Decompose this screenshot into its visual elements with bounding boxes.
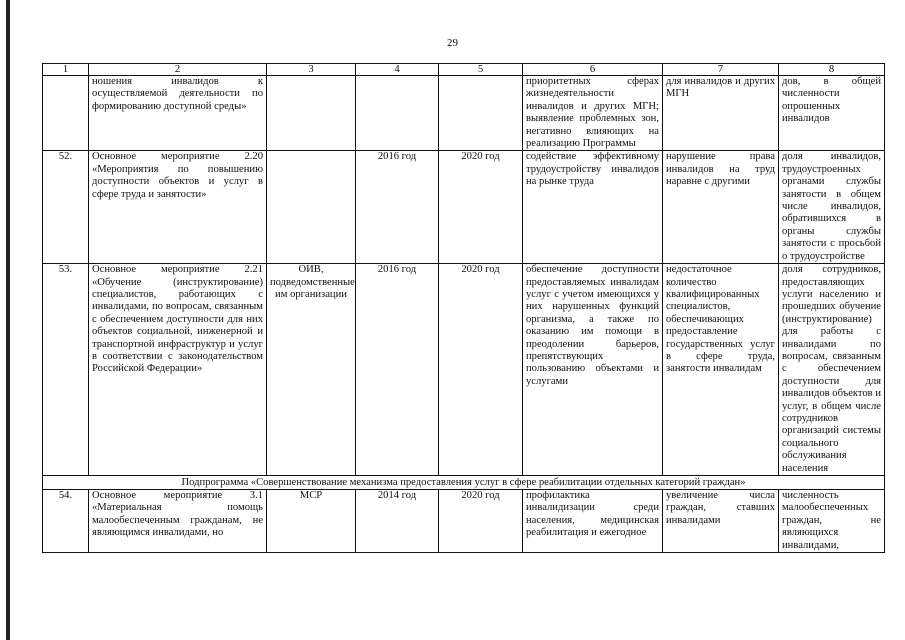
subprogram-row xyxy=(43,476,885,490)
column-header: 3 xyxy=(267,64,356,76)
consequences: недостаточное количество квалифицированных специалистов, обеспечивающих предоставление государственных услуг в сфере труда, занятости инвалидам xyxy=(663,264,779,476)
column-header: 7 xyxy=(663,64,779,76)
page-number: 29 xyxy=(447,37,458,49)
measure-name: ношения инвалидов к осуществляемой деятельности по формированию доступной среды» xyxy=(89,76,267,151)
start-year: 2014 год xyxy=(356,490,439,553)
table-row xyxy=(43,264,885,476)
end-year: 2020 год xyxy=(439,490,523,553)
column-header: 1 xyxy=(43,64,89,76)
expected-result: приоритетных сферах жизнедеятельности инвалидов и других МГН; выявление проблемных зон, негативно влияющих на реализацию Программы xyxy=(523,76,663,151)
row-number xyxy=(43,76,89,151)
start-year: 2016 год xyxy=(356,151,439,264)
indicator: дов, в общей численности опрошенных инвалидов xyxy=(779,76,885,151)
column-header: 8 xyxy=(779,64,885,76)
indicator: доля сотрудников, предоставляющих услуги населению и прошедших обучение (инструктирование) для работы с инвалидами по вопросам, связанным с обеспечением доступности для инвалидов объектов и услуг, в общем числе сотрудников организаций системы социального обслуживания населения xyxy=(779,264,885,476)
executor xyxy=(267,76,356,151)
end-year: 2020 год xyxy=(439,151,523,264)
table-row xyxy=(43,76,885,151)
measure-name: Основное мероприятие 3.1 «Материальная помощь малообеспеченным гражданам, не являющимся инвалидами, но xyxy=(89,490,267,553)
column-header: 6 xyxy=(523,64,663,76)
start-year xyxy=(356,76,439,151)
executor: МСР xyxy=(267,490,356,553)
measure-name: Основное мероприятие 2.20 «Мероприятия по повышению доступности объектов и услуг в сфере труда и занятости» xyxy=(89,151,267,264)
column-header: 2 xyxy=(89,64,267,76)
table-row xyxy=(43,151,885,264)
row-number: 54. xyxy=(43,490,89,553)
header-row xyxy=(43,64,885,76)
indicator: численность малообеспеченных граждан, не являющихся инвалидами, xyxy=(779,490,885,553)
measures-table xyxy=(42,63,885,553)
expected-result: содействие эффективному трудоустройству инвалидов на рынке труда xyxy=(523,151,663,264)
indicator: доля инвалидов, трудоустроенных органами службы занятости в общем числе инвалидов, обратившихся в органы службы занятости с просьбой о трудоустройстве xyxy=(779,151,885,264)
column-header: 4 xyxy=(356,64,439,76)
scan-edge-bar xyxy=(6,0,10,640)
table-row xyxy=(43,490,885,553)
measure-name: Основное мероприятие 2.21 «Обучение (инструктирование) специалистов, работающих с инвалидами, по вопросам, связанным с обеспечением доступности для них объектов социальной, инженерной и транспортной инфраструктур и услуг в соответствии с законодательством Российской Федерации» xyxy=(89,264,267,476)
expected-result: профилактика инвалидизации среди населения, медицинская реабилитация и ежегодное xyxy=(523,490,663,553)
consequences: увеличение числа граждан, ставших инвалидами xyxy=(663,490,779,553)
end-year: 2020 год xyxy=(439,264,523,476)
start-year: 2016 год xyxy=(356,264,439,476)
executor xyxy=(267,151,356,264)
subprogram-title: Подпрограмма «Совершенствование механизма предоставления услуг в сфере реабилитации отдельных категорий граждан» xyxy=(43,476,885,490)
expected-result: обеспечение доступности предоставляемых инвалидам услуг с учетом имеющихся у них нарушенных функций организма, а также по оказанию им помощи в преодолении барьеров, препятствующих пользованию объектами и услугами xyxy=(523,264,663,476)
end-year xyxy=(439,76,523,151)
row-number: 53. xyxy=(43,264,89,476)
row-number: 52. xyxy=(43,151,89,264)
consequences: для инвалидов и других МГН xyxy=(663,76,779,151)
consequences: нарушение права инвалидов на труд наравне с другими xyxy=(663,151,779,264)
executor: ОИВ, подведомственные им организации xyxy=(267,264,356,476)
column-header: 5 xyxy=(439,64,523,76)
